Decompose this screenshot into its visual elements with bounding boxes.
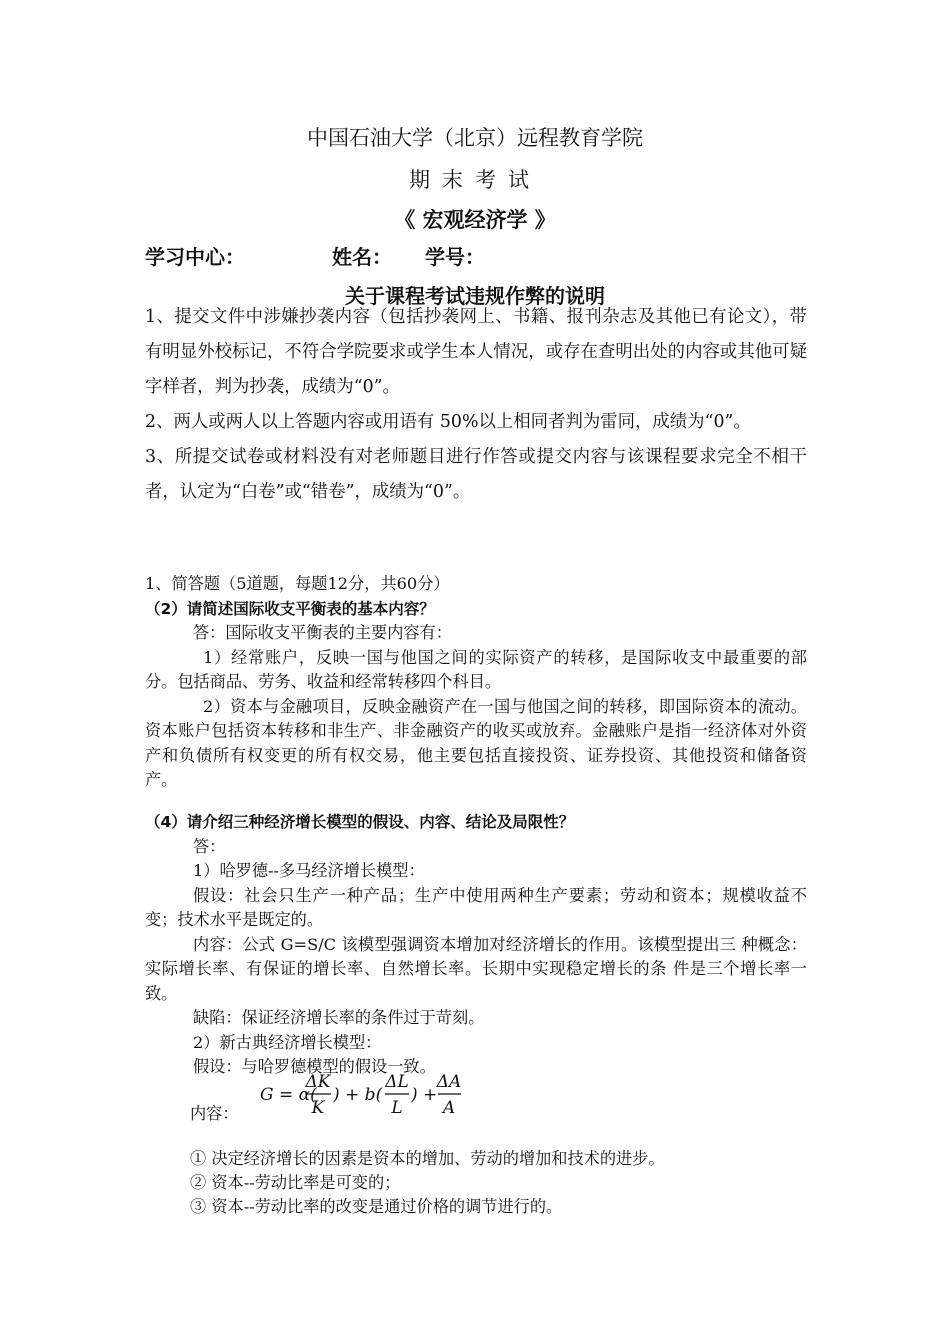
student-id-label: 学号： — [425, 245, 485, 269]
model-2-assumption: 假设：与哈罗德模型的假设一致。 — [193, 1057, 436, 1076]
question-4-title: （4）请介绍三种经济增长模型的假设、内容、结论及局限性？ — [145, 813, 575, 831]
model-1-title: 1）哈罗德--多马经济增长模型： — [193, 861, 425, 880]
rule-item: 3、所提交试卷或材料没有对老师题目进行作答或提交内容与该课程要求完全不相干者，认定为“白卷”或“错卷”，成绩为“0”。 — [145, 447, 807, 502]
model-2-point: ② 资本--劳动比率是可变的； — [190, 1173, 401, 1192]
question-2-paragraph: 1）经常账户，反映一国与他国之间的实际资产的转移，是国际收支中最重要的部分。包括商品、劳务、收益和经常转移四个科目。 — [145, 647, 807, 691]
model-2-title: 2）新古典经济增长模型： — [193, 1032, 382, 1052]
institution-title: 中国石油大学（北京）远程教育学院 — [307, 126, 643, 150]
formula-lhs: G = α( — [260, 1085, 317, 1105]
formula-k-den: K — [311, 1098, 325, 1118]
model-2-point: ① 决定经济增长的因素是资本的增加、劳动的增加和技术的进步。 — [190, 1149, 665, 1168]
formula-k-num: ΔK — [305, 1072, 331, 1092]
course-title: 《 宏观经济学 》 — [394, 208, 556, 232]
name-label: 姓名： — [332, 245, 392, 269]
rules-list — [145, 300, 807, 510]
model-2-point: ③ 资本--劳动比率的改变是通过价格的调节进行的。 — [190, 1197, 563, 1216]
formula-a-num: ΔA — [436, 1072, 462, 1092]
section-heading: 1、简答题（5道题，每题12分，共60分） — [145, 574, 450, 593]
formula-a-den: A — [442, 1098, 456, 1118]
question-2-title: （2）请简述国际收支平衡表的基本内容？ — [145, 599, 435, 618]
rule-item: 1、提交文件中涉嫌抄袭内容（包括抄袭网上、书籍、报刊杂志及其他已有论文），带有明显外校标记，不符合学院要求或学生本人情况，或存在查明出处的内容或其他可疑字样者，判为抄袭，成绩为“0”。 — [145, 307, 807, 397]
rule-item: 2、两人或两人以上答题内容或用语有 50%以上相同者判为雷同，成绩为“0”。 — [145, 412, 751, 432]
growth-formula — [258, 1071, 468, 1121]
formula-l-den: L — [391, 1098, 403, 1118]
study-center-label: 学习中心： — [145, 245, 245, 269]
question-2-block — [145, 572, 807, 793]
question-2-paragraph: 2）资本与金融项目，反映金融资产在一国与他国之间的转移，即国际资本的流动。资本账户包括资本转移和非生产、非金融资产的收买或放弃。金融账户是指一经济体对外资产和负债所有权变更的所有权交易，他主要包括直接投资、证券投资、其他投资和储备资产。 — [145, 696, 807, 789]
model-1-content: 内容：公式 G=S/C 该模型强调资本增加对经济增长的作用。该模型提出三 种概念：实际增长率、有保证的增长率、自然增长率。长期中实现稳定增长的条 件是三个增长率一致。 — [145, 934, 807, 1003]
model-1-assumption: 假设：社会只生产一种产品；生产中使用两种生产要素；劳动和资本；规模收益不变；技术水平是既定的。 — [145, 885, 807, 929]
model-2-content-label: 内容： — [190, 1104, 239, 1123]
formula-plus: ) + — [411, 1085, 438, 1105]
exam-type-title: 期末考试 — [409, 168, 541, 192]
question-4-answer-label: 答： — [193, 836, 226, 856]
formula-l-num: ΔL — [385, 1072, 409, 1092]
question-2-answer-intro: 答：国际收支平衡表的主要内容有： — [193, 623, 452, 642]
question-4-block — [145, 810, 807, 1080]
formula-mid: ) + b( — [333, 1085, 383, 1105]
model-1-flaw: 缺陷：保证经济增长率的条件过于苛刻。 — [193, 1008, 485, 1027]
rules-title: 关于课程考试违规作弊的说明 — [345, 284, 605, 308]
